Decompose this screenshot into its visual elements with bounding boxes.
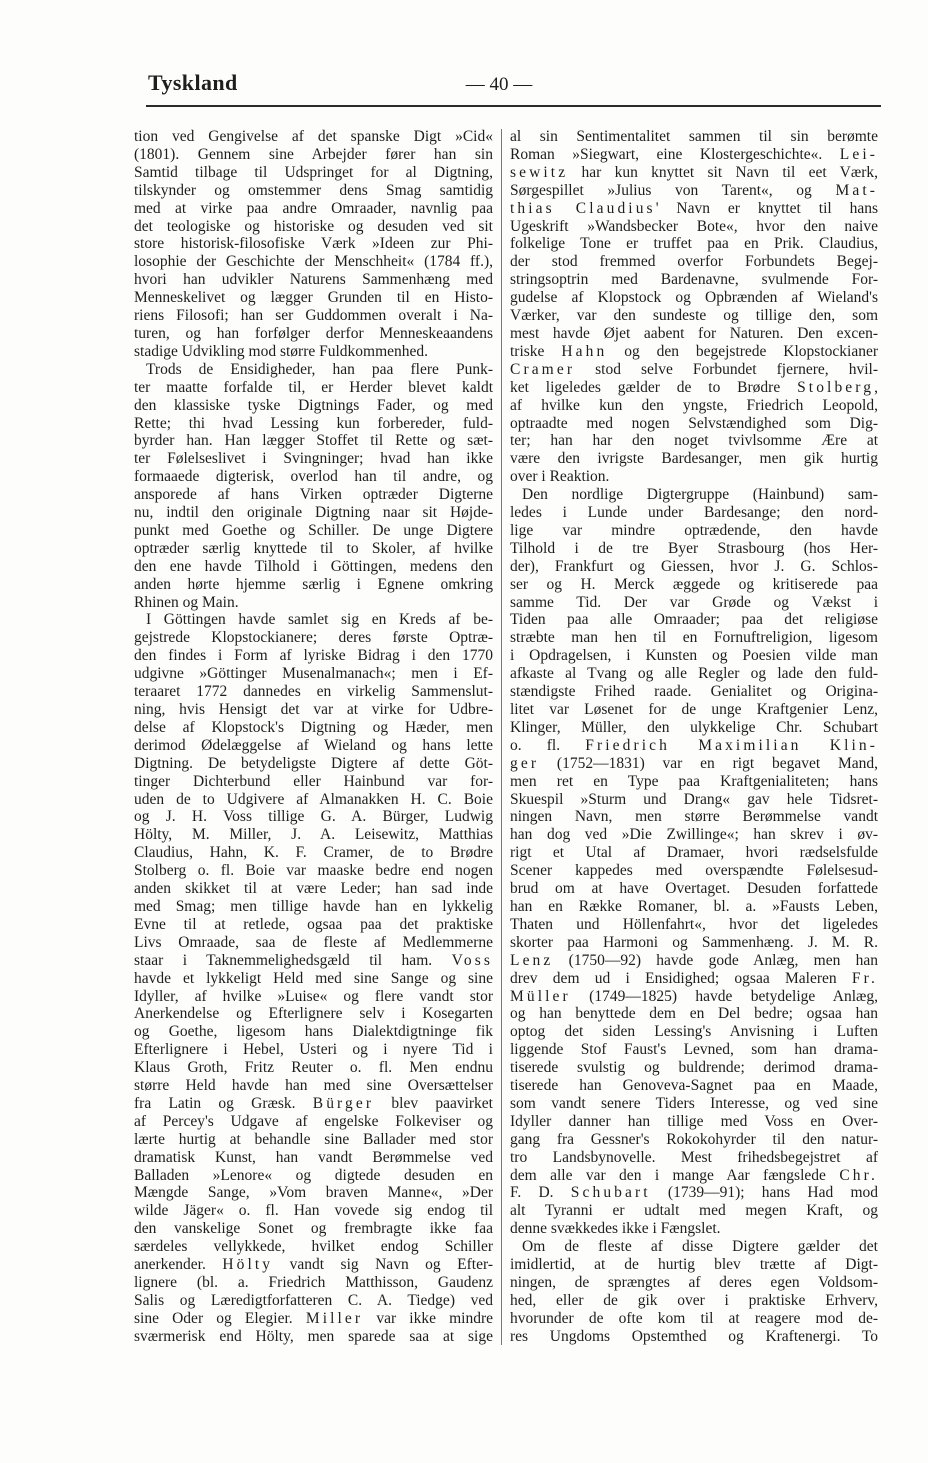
spaced-emphasis-name: Bürger — [312, 1094, 375, 1112]
text-line: formaaede digterisk, overlod han til andre, og — [134, 468, 493, 486]
text-line: turen, og han forfølger derfor Menneskeaandens — [134, 324, 493, 342]
text-line: Efterlignere i Hebel, Usteri og i nyere Tid i — [134, 1041, 493, 1059]
text-line: anden hørte hjemme særlig i Egnene omkring — [134, 575, 493, 593]
text-line: Balladen »Lenore« og digtede desuden en — [134, 1166, 493, 1184]
text-line: tiserede han Genoveva-Sagnet paa en Maade, — [510, 1077, 878, 1095]
text-line: havde et lykkeligt Held med sine Sange og sine — [134, 969, 493, 987]
spaced-emphasis-name: Lenz — [510, 951, 554, 969]
text-line: hvori han udvikler Naturens Sammenhæng med — [134, 271, 493, 289]
text-line: og han benyttede dem en Del bedre; ogsaa han — [510, 1005, 878, 1023]
text-line: større Held havde han med sine Oversættelser — [134, 1077, 493, 1095]
text-line: optraadte med nogen Selvstændighed som Dig- — [510, 414, 878, 432]
spaced-emphasis-name: Friedrich Maximilian Klin- — [585, 736, 878, 754]
text-line: Mængde Sange, »Vom braven Manne«, »Der — [134, 1184, 493, 1202]
spaced-emphasis-name: Müller — [510, 987, 571, 1005]
text-line: med Smag; men tillige havde han en lykkelig — [134, 897, 493, 915]
text-run: ' Navn er knyttet til hans — [655, 199, 878, 217]
text-line: ter maatte forfalde til, er Herder blevet kaldt — [134, 378, 493, 396]
text-line: af Percey's Udgave af engelske Folkeviser og — [134, 1112, 493, 1130]
text-line: Idyller danner han tillige med Voss en Over- — [510, 1112, 878, 1130]
text-line: anden skikket til at være Leder; han sad inde — [134, 880, 493, 898]
text-line — [510, 146, 878, 164]
text-line: Værker, var den sundeste og tillige den, som — [510, 307, 878, 325]
text-line: mest havde Øjet aabent for Naturen. Den excen- — [510, 324, 878, 342]
text-line: i Opdragelsen, i Kunsten og Poesien vilde man — [510, 647, 878, 665]
text-line — [510, 164, 878, 182]
text-line: være den ivrigste Bardesanger, men gik hurtig — [510, 450, 878, 468]
text-run: , — [874, 378, 878, 396]
spaced-emphasis-name: ger — [510, 754, 540, 772]
text-line: hvorunder de ofte kom til at reagere mod de- — [510, 1309, 878, 1327]
text-line: ningen Navn, men større Berømmelse vandt — [510, 808, 878, 826]
text-line — [510, 200, 878, 218]
text-line: ter; han har den noget tvivlsomme Ære at — [510, 432, 878, 450]
text-line: der), Frankfurt og Giessen, hvor J. G. Schlos- — [510, 557, 878, 575]
text-line: Digtning. De betydeligste Digtere af dette Göt- — [134, 754, 493, 772]
text-line: folkelige Tone er truffet paa en Prik. Claudius, — [510, 235, 878, 253]
spaced-emphasis-name: Lei- — [839, 145, 878, 163]
text-line: lige var mindre optrædende, den havde — [510, 521, 878, 539]
text-line: punkt med Goethe og Schiller. De unge Digtere — [134, 521, 493, 539]
text-line: tilskynder og omstemmer dens Smag samtidig — [134, 181, 493, 199]
text-run: stod selve Forbundet fjernere, hvil- — [575, 360, 878, 378]
paragraph — [134, 361, 493, 612]
text-line: (1801). Gennem sine Arbejder fører han sin — [134, 145, 493, 163]
text-run: triske — [510, 342, 562, 360]
text-line: han en Række Romaner, bl. a. »Fausts Leben, — [510, 897, 878, 915]
text-line: lignere (bl. a. Friedrich Matthisson, Gaudenz — [134, 1274, 493, 1291]
text-line: tion ved Gengivelse af det spanske Digt »Cid« — [134, 128, 493, 145]
column-rule — [501, 129, 502, 1345]
text-line: Anerkendelse og Efterlignere selv i Kosegarten — [134, 1005, 493, 1023]
spaced-emphasis-name: Mat- — [835, 181, 878, 199]
text-run: Roman »Siegwart, eine Klostergeschichte«. — [510, 145, 840, 163]
text-line: Tiden paa alle Omraader; paa det religiøse — [510, 611, 878, 629]
text-line — [510, 737, 878, 755]
text-line: uden de to Udgivere af Almanakken H. C. Boie — [134, 790, 493, 808]
text-line: samme Tid. Der var Grøde og Vækst i — [510, 593, 878, 611]
header-rule — [146, 105, 881, 107]
text-line: Idyller, af hvilke »Luise« og flere vandt stor — [134, 987, 493, 1005]
text-line: al sin Sentimentalitet sammen til sin berømte — [510, 128, 878, 145]
text-line: Skuespil »Sturm und Drang« gav hele Tidsret- — [510, 790, 878, 808]
text-line: Tilhold i de tre Byer Strasbourg (hos Her- — [510, 539, 878, 557]
text-line: stændigste Frihed raade. Genialitet og Origina- — [510, 683, 878, 701]
text-line: res Ungdoms Opstemthed og Kraftenergi. To — [510, 1327, 878, 1345]
text-line: stringsoptrin med Bardenavne, svulmende For- — [510, 271, 878, 289]
text-line: store historisk-filosofiske Værk »Ideen zur Phi- — [134, 235, 493, 253]
spaced-emphasis-name: Voss — [451, 951, 493, 969]
paragraph — [510, 1238, 878, 1345]
right-column — [510, 128, 878, 1346]
text-line: den vanskelige Sonet og frembragte ikke faa — [134, 1220, 493, 1238]
text-run: fra Latin og Græsk. — [134, 1094, 313, 1112]
text-run: ket ligeledes gælder de to Brødre — [510, 378, 798, 396]
text-line: litet var Løsenet for de unge Kraftgenier Lenz, — [510, 701, 878, 718]
text-line: og Goethe, ligesom hans Dialektdigtninge fik — [134, 1023, 493, 1041]
text-line — [510, 182, 878, 200]
text-line: Rette; thi hvad Lessing kun forbereder, fuld- — [134, 414, 493, 432]
text-line: riens Filosofi; han ser Guddommen overalt i Na- — [134, 307, 493, 325]
text-run: dem alle var den i mange Aar fængslede — [510, 1166, 840, 1184]
text-line: Livs Omraade, saa de fleste af Medlemmerne — [134, 933, 493, 951]
spaced-emphasis-name: Chr. — [839, 1166, 878, 1184]
text-run: blev paavirket — [374, 1094, 493, 1112]
running-head-title: Tyskland — [148, 70, 238, 95]
text-line: men ret en Type paa Kraftgenialiteten; hans — [510, 772, 878, 790]
text-line: lærte hurtig at behandle sine Ballader med stor — [134, 1130, 493, 1148]
spaced-emphasis-name: Stolberg — [797, 378, 875, 396]
text-line: Trods de Ensidigheder, han paa flere Punk- — [146, 360, 493, 378]
text-line — [134, 1256, 493, 1274]
text-line — [510, 1184, 878, 1202]
text-line: af hvilke kun den yngste, Friedrich Leopold, — [510, 396, 878, 414]
text-line: optog det siden Lessing's Anvisning i Luften — [510, 1023, 878, 1041]
text-line: der stod fremmed overfor Forbundets Begej- — [510, 253, 878, 271]
spaced-emphasis-name: Cramer — [510, 360, 576, 378]
text-line — [510, 343, 878, 361]
text-line: stræbte man hen til en Fornuftreligion, ligesom — [510, 629, 878, 647]
text-line — [510, 755, 878, 773]
spaced-emphasis-name: thias Claudius — [510, 199, 656, 217]
paragraph — [510, 486, 878, 1238]
text-line: Ugeskrift »Wandsbecker Bote«, hvor den naive — [510, 217, 878, 235]
text-run: o. fl. — [510, 736, 586, 754]
text-run: (1750—92) havde gode Anlæg, men han — [553, 951, 878, 969]
spaced-emphasis-name: Fr. — [851, 969, 878, 987]
text-run: staar i Taknemmelighedsgæld til ham. — [134, 951, 452, 969]
spaced-emphasis-name: Hahn — [561, 342, 608, 360]
text-run: (1752—1831) var en rigt begavet Mand, — [539, 754, 878, 772]
text-run: var ikke mindre — [363, 1309, 493, 1327]
text-line: Salis og Læredigtforfatteren C. A. Tiedge) ved — [134, 1291, 493, 1309]
text-line: Samtid tilbage til Udspringet for al Digtning, — [134, 163, 493, 181]
text-line: ser og H. Merck æggede og kritiserede paa — [510, 575, 878, 593]
text-line — [134, 952, 493, 970]
text-line: rigt et Utal af Dramaer, hvori rædselsfulde — [510, 844, 878, 862]
text-line: sværmerisk end Hölty, men sparede saa at sige — [134, 1327, 493, 1345]
text-run: har kun knyttet sit Navn til eet Værk, — [568, 163, 878, 181]
text-line: den findes i Form af lyriske Bidrag i den 1770 — [134, 647, 493, 665]
text-line: ansporede af hans Virken optræder Digterne — [134, 486, 493, 504]
text-run: og den begejstrede Klopstockianer — [607, 342, 878, 360]
spaced-emphasis-name: Hölty — [222, 1256, 274, 1274]
text-line: stadige Udvikling mod større Fuldkommenhed. — [134, 342, 429, 360]
text-line: som vandt senere Tiders Interesse, og ved sine — [510, 1094, 878, 1112]
text-line: tinger Dichterbund eller Hainbund var for- — [134, 772, 493, 790]
text-line: særdeles vellykkede, hvilket endog Schiller — [134, 1238, 493, 1256]
text-run: vandt sig Navn og Efter- — [273, 1256, 493, 1274]
text-line: Om de fleste af disse Digtere gælder det — [522, 1238, 878, 1256]
text-line: gudelse af Klopstock og Opbrænden af Wieland's — [510, 289, 878, 307]
text-line: alt Tyranni er udtalt med megen Kraft, og — [510, 1202, 878, 1220]
text-line: brud om at have Overtaget. Desuden forfattede — [510, 880, 878, 898]
text-line: ningen, de sprængtes af deres egen Voldsom- — [510, 1274, 878, 1291]
text-line: ning, hvis Hensigt det var at virke for Udbre- — [134, 701, 493, 718]
text-line: byrder han. Han lægger Stoffet til Rette og sæt- — [134, 432, 493, 450]
left-column — [134, 128, 493, 1346]
text-line: og J. H. Voss tillige G. A. Bürger, Ludwig — [134, 808, 493, 826]
text-run: (1739—91); hans Had mod — [650, 1184, 878, 1202]
text-line: over i Reaktion. — [510, 468, 610, 486]
text-line: losophie der Geschichte der Menschheit« (1784 ff.), — [134, 253, 493, 271]
text-line: optræder særlig knyttede til to Skoler, af hvilke — [134, 539, 493, 557]
text-line: Menneskelivet og lægger Grunden til en Histo- — [134, 289, 493, 307]
text-line: med at virke paa andre Omraader, navnlig paa — [134, 199, 493, 217]
text-line — [510, 970, 878, 988]
text-run: Sørgespillet »Julius von Tarent«, og — [510, 181, 836, 199]
text-line: Stolberg o. fl. Boie var maaske bedre end nogen — [134, 862, 493, 880]
text-line — [134, 1310, 493, 1328]
text-line: gang fra Gessner's Rokokohyrder til den natur- — [510, 1130, 878, 1148]
text-line: skorter paa Harmoni og Sammenhæng. J. M. R. — [510, 933, 878, 951]
text-line — [134, 1095, 493, 1113]
text-line: Hölty, M. Miller, J. A. Leisewitz, Matthias — [134, 826, 493, 844]
text-line — [510, 361, 878, 379]
text-line: Klaus Groth, Fritz Reuter o. fl. Men endnu — [134, 1059, 493, 1077]
text-run: drev dem ud i Ensidighed; ogsaa Maleren — [510, 969, 852, 987]
text-line — [510, 1167, 878, 1185]
text-line: Den nordlige Digtergruppe (Hainbund) sam- — [522, 486, 878, 504]
paragraph — [510, 128, 878, 486]
text-line — [510, 988, 878, 1006]
text-line: ledes i Lunde under Bardesange; den nord- — [510, 504, 878, 522]
text-line: I Göttingen havde samlet sig en Kreds af be- — [146, 611, 493, 629]
text-line: wilde Jäger« o. fl. Han vovede sig endog til — [134, 1202, 493, 1220]
text-line: liggende Stof Faust's Levned, som han drama- — [510, 1041, 878, 1059]
text-line: Rhinen og Main. — [134, 593, 239, 611]
spaced-emphasis-name: sewitz — [510, 163, 569, 181]
text-line: Claudius, Hahn, K. F. Cramer, de to Brødre — [134, 844, 493, 862]
spaced-emphasis-name: Schubart — [570, 1184, 651, 1202]
text-line — [510, 379, 878, 397]
text-line: han dog ved »Die Zwillinge«; han skrev i øv- — [510, 826, 878, 844]
text-line: teraaret 1772 dannedes en virkelig Sammenslut- — [134, 683, 493, 701]
text-line: den klassiske tyske Digtnings Fader, og med — [134, 396, 493, 414]
text-run: sine Oder og Elegier. — [134, 1309, 306, 1327]
text-line: derimod Ødelæggelse af Wieland og hans lette — [134, 736, 493, 754]
text-line: delse af Klopstock's Digtning og Hæder, men — [134, 718, 493, 736]
text-run: F. D. — [510, 1184, 571, 1202]
text-line: Thaten und Höllenfahrt«, hvor det ligeledes — [510, 915, 878, 933]
text-run: (1749—1825) havde betydelige Anlæg, — [570, 987, 878, 1005]
text-line: nu, indtil den originale Digtning naar sit Højde- — [134, 504, 493, 522]
spaced-emphasis-name: Miller — [305, 1309, 364, 1327]
page-number: — 40 — — [465, 74, 533, 95]
text-line: Scener kappedes med overspændte Følelsesud- — [510, 862, 878, 880]
text-line: udgivne »Göttinger Musenalmanach«; men i Ef- — [134, 665, 493, 683]
text-line: hed, eller de gik over i praktiske Erhverv, — [510, 1291, 878, 1309]
text-line: gejstrede Klopstockianere; deres første Optræ- — [134, 629, 493, 647]
text-line — [510, 952, 878, 970]
text-line: tro Landsbynovelle. Mest frihedsbegejstret af — [510, 1148, 878, 1166]
text-line: det teologiske og historiske og desuden ved sit — [134, 217, 493, 235]
text-line: tiserede svulstig og buldrende; derimod drama- — [510, 1059, 878, 1077]
text-line: Klinger, Müller, den ulykkelige Chr. Schubart — [510, 718, 878, 736]
text-line: imidlertid, at de hurtig blev trætte af Digt- — [510, 1256, 878, 1274]
text-line: dramatisk Kunst, han vandt Berømmelse ved — [134, 1148, 493, 1166]
text-line: den ene havde Tilhold i Göttingen, medens den — [134, 557, 493, 575]
text-run: anerkender. — [134, 1256, 223, 1274]
text-line: ter Følelseslivet i Svingninger; hvad han ikke — [134, 450, 493, 468]
text-line: Evne til at retlede, ogsaa paa det praktiske — [134, 915, 493, 933]
text-line: denne svækkedes ikke i Fængslet. — [510, 1220, 721, 1238]
text-line: afkaste al Tvang og alle Regler og lade den fuld- — [510, 665, 878, 683]
paragraph — [134, 611, 493, 1345]
paragraph — [134, 128, 493, 361]
